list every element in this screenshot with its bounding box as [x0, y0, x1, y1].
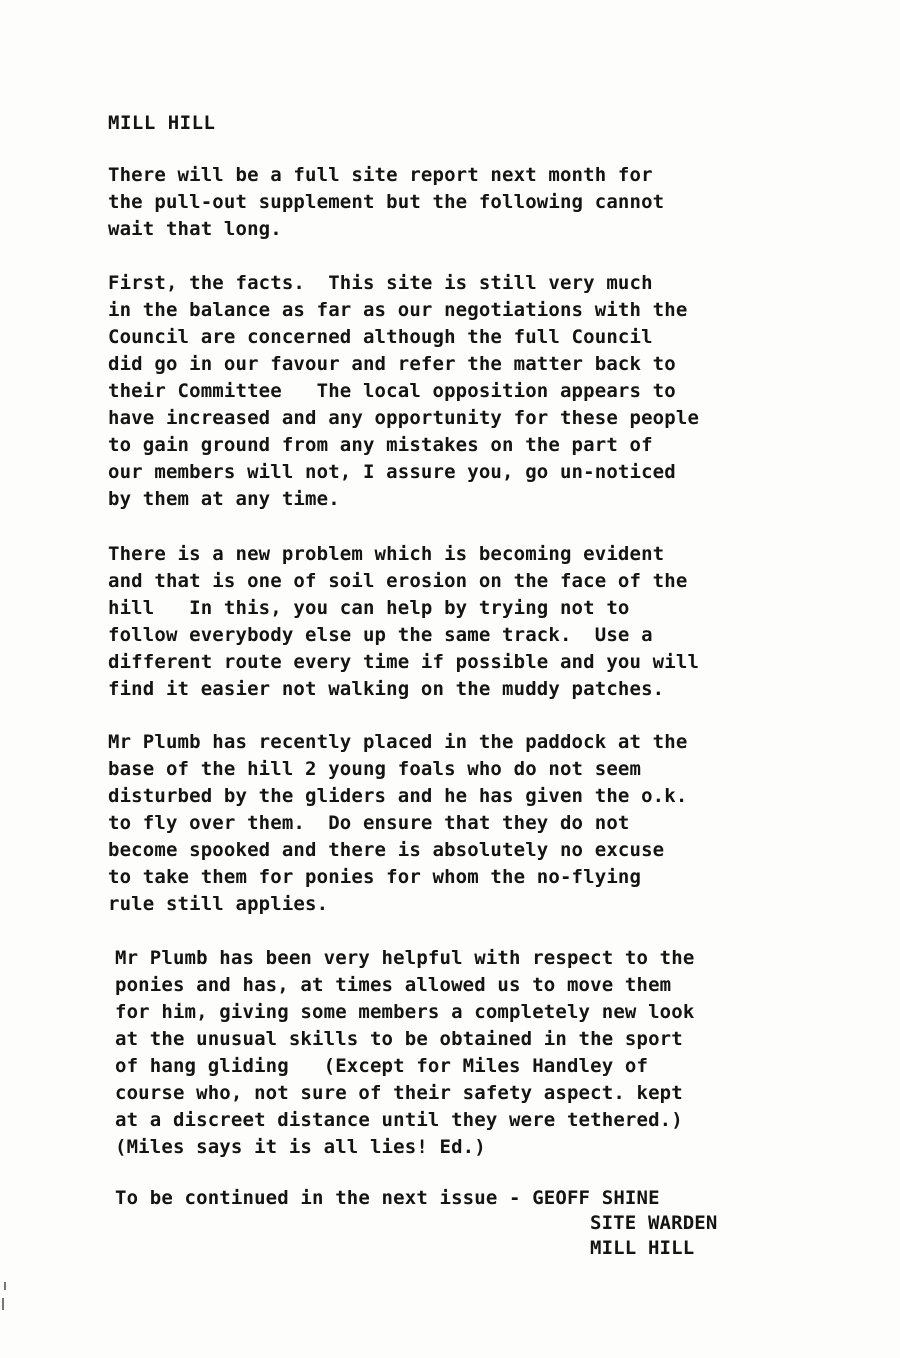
- text-line: and that is one of soil erosion on the face of the: [108, 570, 688, 592]
- text-line: their Committee The local opposition appears to: [108, 380, 676, 402]
- text-line: at the unusual skills to be obtained in the sport: [115, 1028, 683, 1050]
- text-line: Mr Plumb has recently placed in the paddock at the: [108, 731, 688, 753]
- paragraph-intro: [108, 162, 664, 243]
- text-line: base of the hill 2 young foals who do not seem: [108, 758, 642, 780]
- text-line: Council are concerned although the full Council: [108, 326, 653, 348]
- text-line: did go in our favour and refer the matter back to: [108, 353, 676, 375]
- text-line: for him, giving some members a completely new look: [115, 1001, 695, 1023]
- text-line: rule still applies.: [108, 893, 329, 915]
- signature-block: [115, 1186, 717, 1261]
- author-name: GEOFF SHINE: [532, 1187, 660, 1209]
- margin-tick-mark: [2, 1298, 4, 1310]
- text-line: find it easier not walking on the muddy patches.: [108, 678, 665, 700]
- paragraph-erosion: [108, 541, 699, 703]
- author-role: SITE WARDEN: [590, 1212, 718, 1234]
- text-line: First, the facts. This site is still very much: [108, 272, 653, 294]
- text-line: in the balance as far as our negotiations with the: [108, 299, 688, 321]
- text-line: to fly over them. Do ensure that they do not: [108, 812, 630, 834]
- text-line: follow everybody else up the same track. Use a: [108, 624, 653, 646]
- text-line: There will be a full site report next month for: [108, 164, 653, 186]
- paragraph-facts: [108, 270, 699, 513]
- text-line: have increased and any opportunity for these people: [108, 407, 700, 429]
- text-line: the pull-out supplement but the following cannot: [108, 191, 665, 213]
- text-line: our members will not, I assure you, go un-noticed: [108, 461, 676, 483]
- text-line: disturbed by the gliders and he has given the o.k.: [108, 785, 688, 807]
- text-line: ponies and has, at times allowed us to move them: [115, 974, 672, 996]
- text-line: There is a new problem which is becoming evident: [108, 543, 665, 565]
- text-line: to take them for ponies for whom the no-flying: [108, 866, 642, 888]
- paragraph-ponies: [115, 945, 694, 1161]
- author-site: MILL HILL: [590, 1237, 695, 1259]
- page-title: MILL HILL: [108, 112, 216, 134]
- text-line: of hang gliding (Except for Miles Handley of: [115, 1055, 649, 1077]
- text-line: hill In this, you can help by trying not to: [108, 597, 630, 619]
- margin-tick-mark: [4, 1282, 6, 1290]
- text-line: wait that long.: [108, 218, 282, 240]
- text-line: Mr Plumb has been very helpful with respect to the: [115, 947, 695, 969]
- text-line: course who, not sure of their safety aspect. kept: [115, 1082, 683, 1104]
- text-line: at a discreet distance until they were tethered.): [115, 1109, 683, 1131]
- text-line: to gain ground from any mistakes on the part of: [108, 434, 653, 456]
- paragraph-foals: [108, 729, 687, 918]
- signature-first-line: [115, 1186, 717, 1211]
- continued-note: To be continued in the next issue -: [115, 1187, 533, 1209]
- text-line: by them at any time.: [108, 488, 340, 510]
- text-line: different route every time if possible and you will: [108, 651, 700, 673]
- text-line: (Miles says it is all lies! Ed.): [115, 1136, 486, 1158]
- text-line: become spooked and there is absolutely no excuse: [108, 839, 665, 861]
